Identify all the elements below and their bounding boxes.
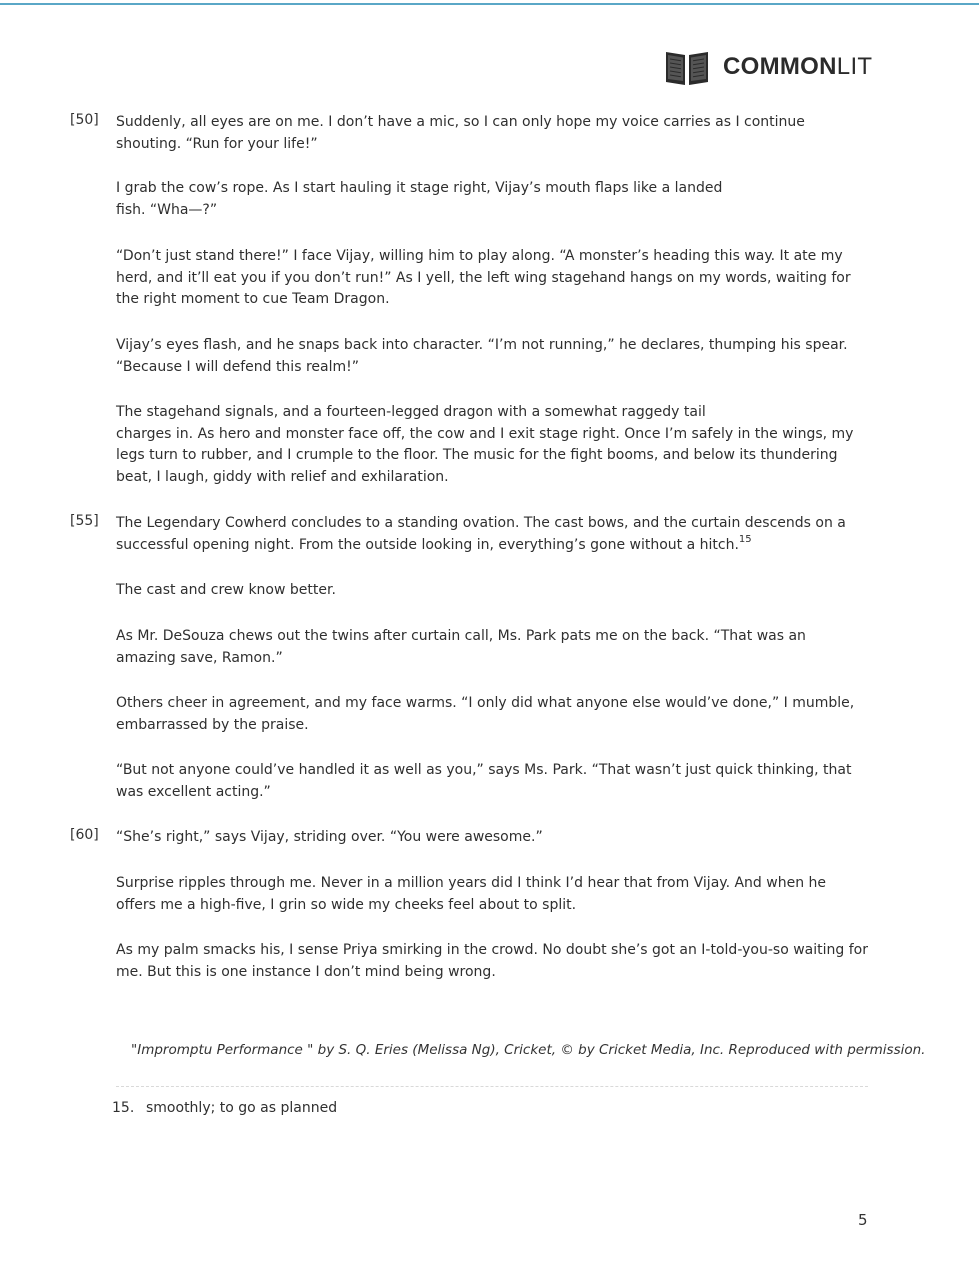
footnote (112, 1098, 337, 1119)
paragraph-line: I grab the cow’s rope. As I start hauling it stage right, Vijay’s mouth flaps like a landed (116, 180, 723, 196)
paragraph-number: [60] (70, 827, 99, 843)
paragraph: The cast and crew know better. (116, 582, 336, 598)
paragraph-number: [55] (70, 513, 99, 529)
top-rule (0, 3, 979, 5)
paragraph: Suddenly, all eyes are on me. I don’t have a mic, so I can only hope my voice carries as I continue shouting. “Run for your life!” (116, 114, 805, 152)
paragraph-text: The Legendary Cowherd concludes to a standing ovation. The cast bows, and the curtain descends on a successful opening night. From the outside looking in, everything’s gone without a hitch. (116, 515, 846, 553)
citation: "Impromptu Performance " by S. Q. Eries (Melissa Ng), Cricket, © by Cricket Media, Inc. Reproduced with permission. (131, 1042, 926, 1058)
paragraph (116, 178, 868, 221)
paragraph-number: [50] (70, 112, 99, 128)
commonlit-logo (664, 48, 872, 86)
page-number: 5 (858, 1211, 868, 1229)
footnote-text: smoothly; to go as planned (146, 1100, 338, 1116)
paragraph: Vijay’s eyes flash, and he snaps back into character. “I’m not running,” he declares, thumping his spear. “Because I will defend this realm!” (116, 337, 848, 375)
paragraph (116, 513, 868, 556)
paragraph: “She’s right,” says Vijay, striding over. “You were awesome.” (116, 829, 543, 845)
paragraph (116, 402, 868, 488)
footnote-ref[interactable]: 15 (738, 533, 752, 545)
paragraph: As Mr. DeSouza chews out the twins after curtain call, Ms. Park pats me on the back. “That was an amazing save, Ramon.” (116, 628, 806, 666)
paragraph: Surprise ripples through me. Never in a million years did I think I’d hear that from Vijay. And when he offers me a high-five, I grin so wide my cheeks feel about to split. (116, 875, 827, 913)
paragraph-text: charges in. As hero and monster face off, the cow and I exit stage right. Once I’m safely in the wings, my legs turn to rubber, and I crumple to the floor. The music for the fight booms, and below its thundering beat, I laugh, giddy with relief and exhilaration. (116, 425, 854, 485)
paragraph: Others cheer in agreement, and my face warms. “I only did what anyone else would’ve done,” I mumble, embarrassed by the praise. (116, 695, 855, 733)
footnote-divider (116, 1086, 868, 1087)
brand-name: COMMONLIT (723, 53, 873, 80)
paragraph-line: The stagehand signals, and a fourteen-legged dragon with a somewhat raggedy tail (116, 404, 706, 420)
book-icon (664, 48, 710, 86)
footnote-number: 15. (112, 1100, 135, 1116)
paragraph: As my palm smacks his, I sense Priya smirking in the crowd. No doubt she’s got an I-told-you-so waiting for me. But this is one instance I don’t mind being wrong. (116, 942, 868, 980)
paragraph: “Don’t just stand there!” I face Vijay, willing him to play along. “A monster’s heading this way. It ate my herd, and it’ll eat you if you don’t run!” As I yell, the left wing stagehand hangs on my words, waiting for the right moment to cue Team Dragon. (116, 248, 851, 307)
paragraph-line: fish. “Wha—?” (116, 201, 218, 218)
paragraph: “But not anyone could’ve handled it as well as you,” says Ms. Park. “That wasn’t just quick thinking, that was excellent acting.” (116, 762, 852, 800)
